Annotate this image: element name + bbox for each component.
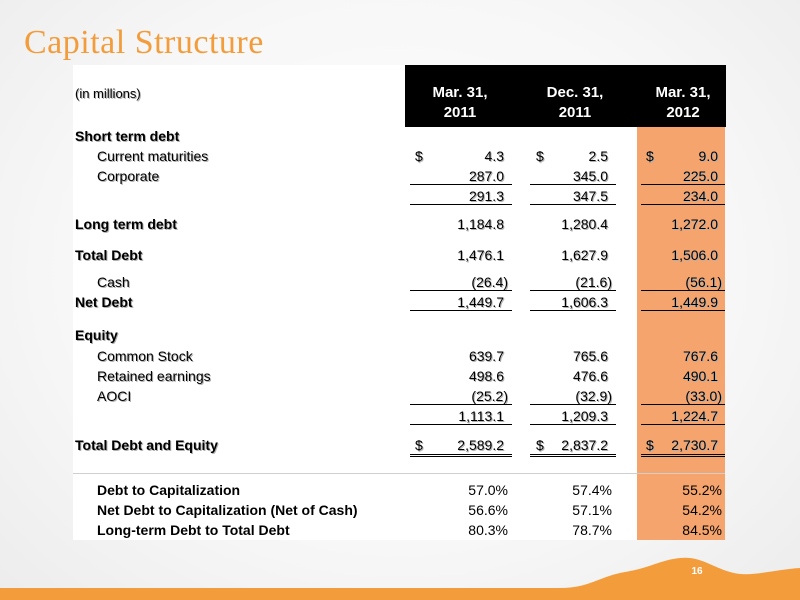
double-underline <box>410 454 512 457</box>
subtotal-cell: 1,209.3 <box>561 408 608 424</box>
ratio-value: 54.2% <box>682 502 722 518</box>
value-cell: 765.6 <box>572 348 608 364</box>
value-cell: 2.5 <box>588 148 608 164</box>
underline <box>530 310 616 311</box>
ratio-value: 57.1% <box>572 502 612 518</box>
value-cell: (25.2) <box>471 388 508 404</box>
value-cell: 476.6 <box>572 368 608 384</box>
value-cell: 639.7 <box>468 348 504 364</box>
value-cell: 2,589.2 <box>457 437 504 453</box>
value-cell: 498.6 <box>468 368 504 384</box>
underline <box>641 204 725 205</box>
underline <box>410 184 512 185</box>
value-cell: 1,449.7 <box>457 294 504 310</box>
ratio-value: 56.6% <box>468 502 508 518</box>
value-cell: 9.0 <box>698 148 718 164</box>
subtotal-cell: 1,224.7 <box>671 408 718 424</box>
value-cell: (32.9) <box>575 388 612 404</box>
label-aoci: AOCI <box>97 388 132 404</box>
value-cell: 1,184.8 <box>457 216 504 232</box>
underline <box>530 290 616 291</box>
value-cell: 287.0 <box>468 168 504 184</box>
value-cell: (21.6) <box>575 274 612 290</box>
value-cell: 225.0 <box>682 168 718 184</box>
underline <box>641 424 725 425</box>
underline <box>410 310 512 311</box>
ratio-value: 84.5% <box>682 522 722 538</box>
dollar-sign: $ <box>536 437 544 453</box>
ratio-label: Net Debt to Capitalization (Net of Cash) <box>97 502 358 518</box>
col-header-2-line2: 2011 <box>558 104 592 121</box>
ratio-label: Debt to Capitalization <box>97 482 241 498</box>
ratio-value: 80.3% <box>468 522 508 538</box>
label-current-maturities: Current maturities <box>97 148 209 164</box>
value-cell: 1,506.0 <box>671 247 718 263</box>
label-short-term-debt: Short term debt <box>75 128 180 144</box>
dollar-sign: $ <box>646 148 654 164</box>
value-cell: (56.1) <box>685 274 722 290</box>
col-header-3-line2: 2012 <box>666 104 700 121</box>
label-long-term-debt: Long term debt <box>75 216 177 232</box>
units-note: (in millions) <box>75 86 141 101</box>
underline <box>641 184 725 185</box>
double-underline <box>530 454 616 457</box>
col-header-3-line1: Mar. 31, <box>655 84 711 101</box>
label-common-stock: Common Stock <box>97 348 193 364</box>
subtotal-cell: 291.3 <box>468 188 504 204</box>
underline <box>410 404 512 405</box>
underline <box>410 290 512 291</box>
value-cell: 1,272.0 <box>671 216 718 232</box>
page-number: 16 <box>691 566 703 577</box>
value-cell: 4.3 <box>484 148 504 164</box>
underline <box>530 424 616 425</box>
value-cell: (26.4) <box>471 274 508 290</box>
underline <box>530 404 616 405</box>
ratio-value: 57.4% <box>572 482 612 498</box>
dollar-sign: $ <box>646 437 654 453</box>
ratio-value: 57.0% <box>468 482 508 498</box>
dollar-sign: $ <box>415 437 423 453</box>
subtotal-cell: 347.5 <box>572 188 608 204</box>
label-corporate: Corporate <box>97 168 160 184</box>
subtotal-cell: 234.0 <box>682 188 718 204</box>
underline <box>530 184 616 185</box>
value-cell: 1,476.1 <box>457 247 504 263</box>
label-retained-earnings: Retained earnings <box>97 368 211 384</box>
label-cash: Cash <box>97 274 130 290</box>
value-cell: 1,606.3 <box>561 294 608 310</box>
value-cell: 767.6 <box>682 348 718 364</box>
footer-wave <box>0 552 800 600</box>
value-cell: 1,280.4 <box>561 216 608 232</box>
ratio-value: 55.2% <box>682 482 722 498</box>
label-total-debt: Total Debt <box>75 247 143 263</box>
value-cell: 490.1 <box>682 368 718 384</box>
underline <box>530 204 616 205</box>
subtotal-cell: 1,113.1 <box>458 408 504 424</box>
underline <box>641 310 725 311</box>
dollar-sign: $ <box>415 148 423 164</box>
underline <box>641 404 725 405</box>
underline <box>641 290 725 291</box>
double-underline <box>641 454 725 457</box>
value-cell: 1,449.9 <box>671 294 718 310</box>
value-cell: 1,627.9 <box>561 247 608 263</box>
underline <box>410 204 512 205</box>
ratio-value: 78.7% <box>572 522 612 538</box>
col-header-1-line1: Mar. 31, <box>432 84 488 101</box>
slide-title: Capital Structure <box>24 24 264 61</box>
col-header-2-line1: Dec. 31, <box>546 84 604 101</box>
label-net-debt: Net Debt <box>75 294 133 310</box>
value-cell: 345.0 <box>572 168 608 184</box>
label-total-debt-and-equity: Total Debt and Equity <box>75 437 218 453</box>
value-cell: (33.0) <box>685 388 722 404</box>
underline <box>410 424 512 425</box>
ratio-label: Long-term Debt to Total Debt <box>97 522 290 538</box>
value-cell: 2,837.2 <box>561 437 608 453</box>
value-cell: 2,730.7 <box>671 437 718 453</box>
ratio-separator <box>73 473 725 474</box>
col-header-1-line2: 2011 <box>443 104 477 121</box>
dollar-sign: $ <box>536 148 544 164</box>
label-equity: Equity <box>75 327 118 343</box>
